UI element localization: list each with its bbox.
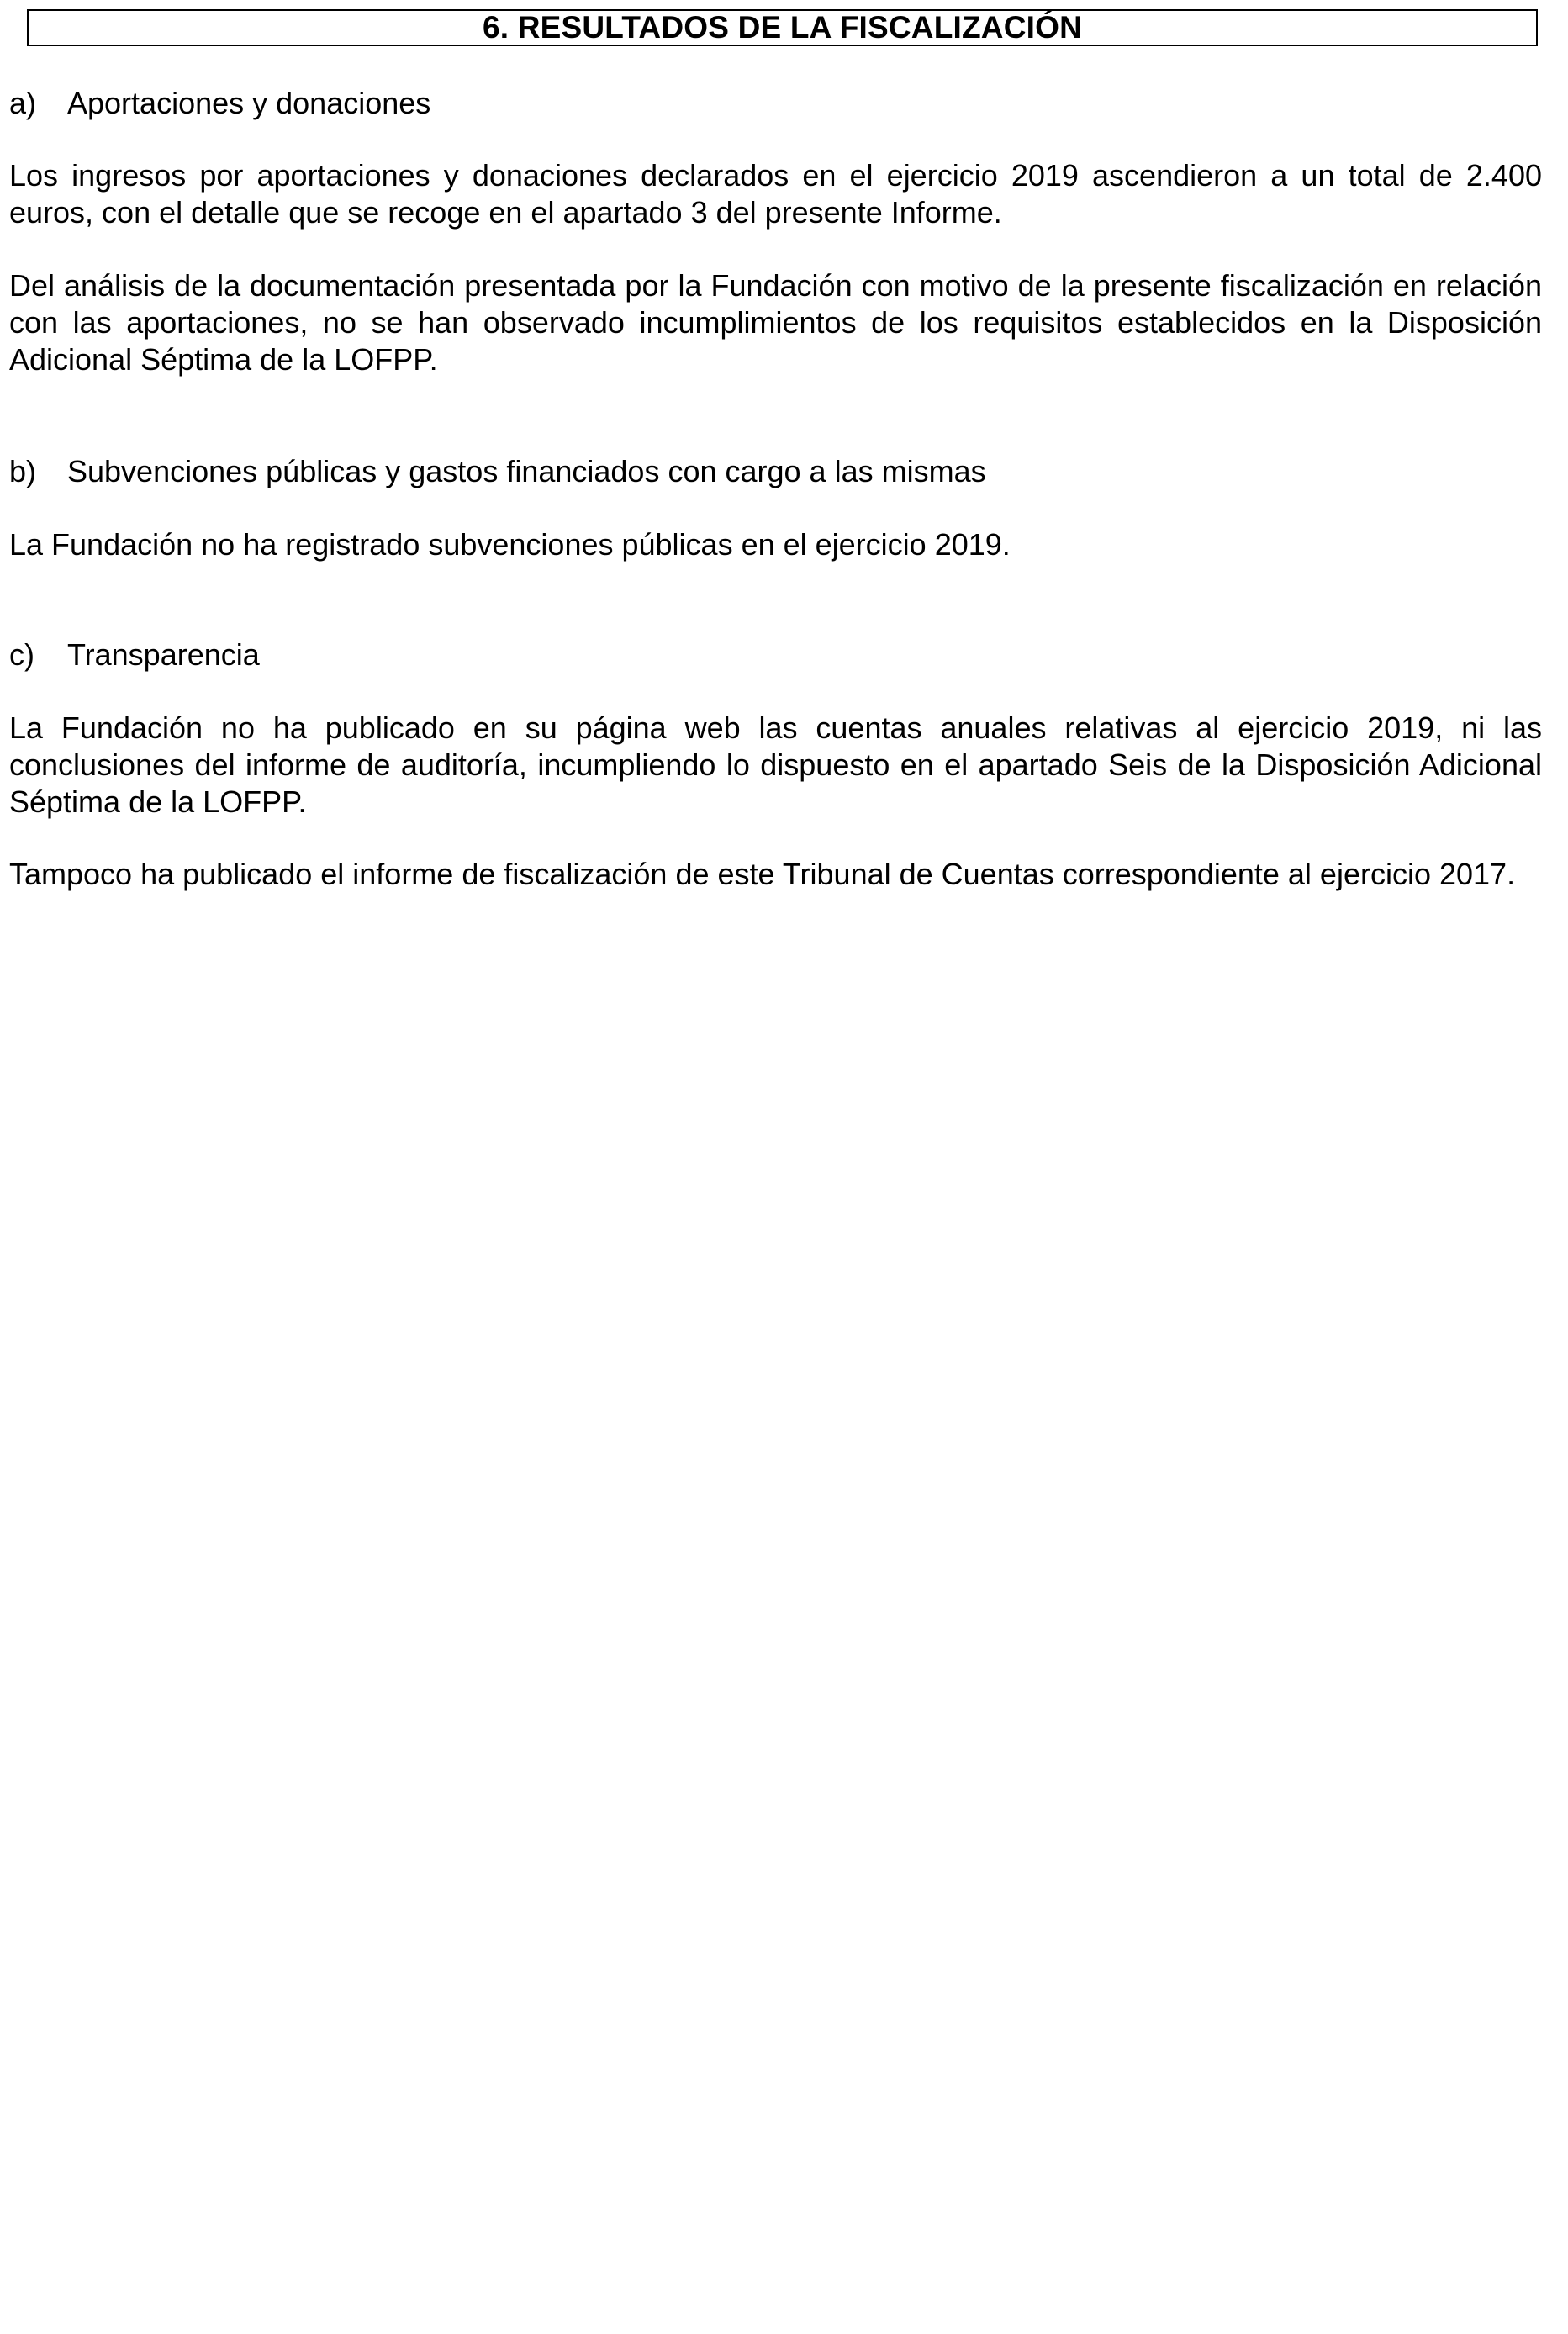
section-title: 6. RESULTADOS DE LA FISCALIZACIÓN <box>482 10 1083 45</box>
section-title-box <box>27 9 1538 46</box>
paragraph-c-1: La Fundación no ha publicado en su página web las cuentas anuales relativas al ejercicio 2019, ni las conclusiones del informe de auditoría, incumpliendo lo dispuesto en el apartado Seis de la Disposición Adicional Séptima de la LOFPP. <box>9 710 1542 819</box>
subsection-marker-c: c) <box>9 637 34 672</box>
paragraph-a-2: Del análisis de la documentación presentada por la Fundación con motivo de la presente fiscalización en relación con las aportaciones, no se han observado incumplimientos de los requisitos establecidos en la Disposición Adicional Séptima de la LOFPP. <box>9 268 1542 377</box>
subsection-heading-c <box>9 636 260 673</box>
subsection-title-a: Aportaciones y donaciones <box>67 86 431 120</box>
subsection-heading-b <box>9 453 986 490</box>
paragraph-c-2: Tampoco ha publicado el informe de fiscalización de este Tribunal de Cuentas correspondiente al ejercicio 2017. <box>9 857 1516 891</box>
subsection-title-c: Transparencia <box>67 637 260 672</box>
paragraph-a-1: Los ingresos por aportaciones y donaciones declarados en el ejercicio 2019 ascendieron a un total de 2.400 euros, con el detalle que se recoge en el apartado 3 del presente Informe. <box>9 158 1542 230</box>
subsection-heading-a <box>9 85 430 122</box>
subsection-title-b: Subvenciones públicas y gastos financiados con cargo a las mismas <box>67 454 986 488</box>
subsection-marker-a: a) <box>9 86 37 120</box>
subsection-marker-b: b) <box>9 454 37 488</box>
paragraph-b-1: La Fundación no ha registrado subvenciones públicas en el ejercicio 2019. <box>9 527 1011 562</box>
